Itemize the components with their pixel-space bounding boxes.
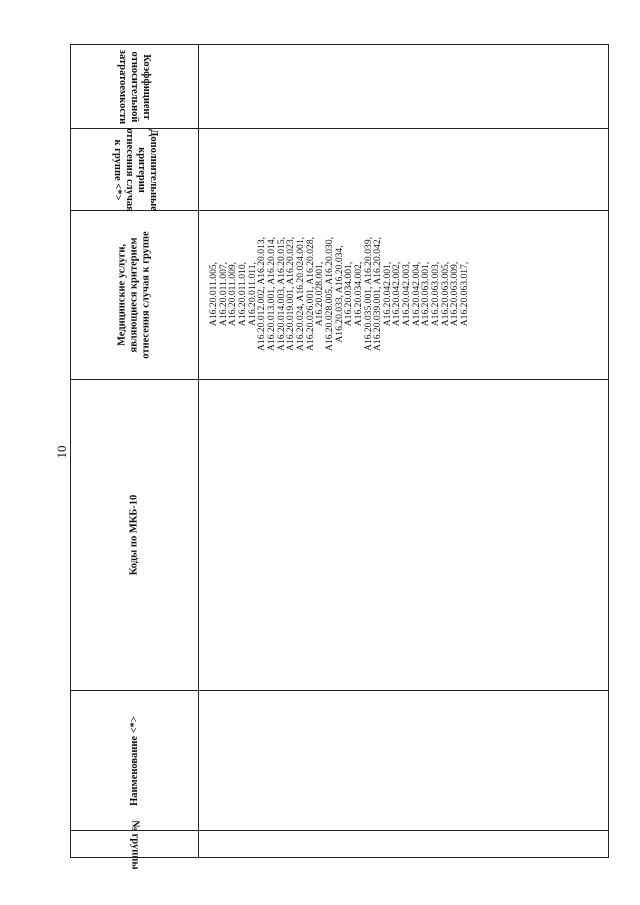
- service-code-line: A16.20.028.001,: [314, 261, 326, 327]
- header-services: [71, 211, 198, 379]
- service-code-line: A16.20.042.004,: [410, 261, 422, 327]
- header-coefficient: [71, 45, 198, 128]
- header-extra-line4: к группе <*>: [111, 139, 123, 200]
- service-code-line: A16.20.063.017,: [459, 261, 471, 327]
- service-code-line: A16.20.011.010,: [236, 261, 248, 327]
- header-extra-criteria: [71, 129, 198, 210]
- header-name: [71, 691, 198, 830]
- service-code-line: A16.20.011.005,: [208, 261, 219, 327]
- service-code-line: A16.20.042.003,: [401, 261, 413, 327]
- service-code-line: A16.20.042.001,: [381, 261, 393, 327]
- service-code-line: A16.20.011.009,: [227, 261, 239, 327]
- header-services-line3: отнесения случая к группе: [140, 231, 152, 359]
- service-code-line: A16.20.028.005, A16.20.030,: [323, 236, 335, 352]
- service-code-line: A16.20.011.011,: [246, 262, 258, 326]
- header-coefficient-line3: затратоемкости: [117, 49, 129, 124]
- page-number: 10: [54, 445, 69, 459]
- service-code-line: A16.20.026.001, A16.20.028,: [304, 236, 316, 352]
- service-code-line: A16.20.013.001, A16.20.014,: [265, 236, 277, 352]
- criteria-table: [70, 44, 609, 870]
- service-code-line: A16.20.024, A16.20.024.001,: [294, 236, 306, 352]
- header-group-text: № группы: [129, 819, 141, 870]
- service-code-line: A16.20.035.001, A16.20.039,: [362, 236, 374, 352]
- header-mkb-codes: [71, 380, 198, 690]
- header-name-text: Наименование <*>: [128, 715, 140, 806]
- services-list: [209, 214, 470, 374]
- service-code-line: A16.20.063.001,: [420, 261, 432, 327]
- header-coefficient-line2: относительной: [129, 51, 141, 122]
- services-cell: [199, 211, 609, 379]
- header-group-number: [71, 819, 198, 870]
- service-code-line: A16.20.034.001,: [343, 261, 355, 327]
- header-mkb-text: Коды по МКБ-10: [128, 494, 140, 576]
- service-code-line: A16.20.019.001, A16.20.023,: [285, 236, 297, 352]
- service-code-line: A16.20.063.003,: [430, 261, 442, 327]
- service-code-line: A16.20.034.002,: [352, 261, 364, 327]
- service-code-line: A16.20.014.003, A16.20.015,: [275, 236, 287, 352]
- service-code-line: A16.20.039.001, A16.20.042,: [372, 236, 384, 352]
- service-code-line: A16.20.042.002,: [391, 261, 403, 327]
- service-code-line: A16.20.011.007,: [217, 261, 229, 327]
- service-code-line: A16.20.063.009,: [449, 261, 461, 327]
- header-extra-line1: Дополнительные: [147, 128, 159, 211]
- divider-header-column: [198, 45, 199, 857]
- service-code-line: A16.20.033, A16.20.034,: [333, 245, 345, 343]
- header-extra-line3: отнесения случая: [123, 127, 135, 212]
- service-code-line: A16.20.063.005,: [439, 261, 451, 327]
- service-code-line: A16.20.012.002, A16.20.013,: [256, 236, 268, 352]
- header-coefficient-line1: Коэффициент: [141, 53, 153, 120]
- header-extra-line2: критерии: [135, 146, 147, 193]
- header-services-line2: являющиеся критерием: [128, 237, 140, 353]
- header-services-line1: Медицинские услуги,: [116, 243, 128, 347]
